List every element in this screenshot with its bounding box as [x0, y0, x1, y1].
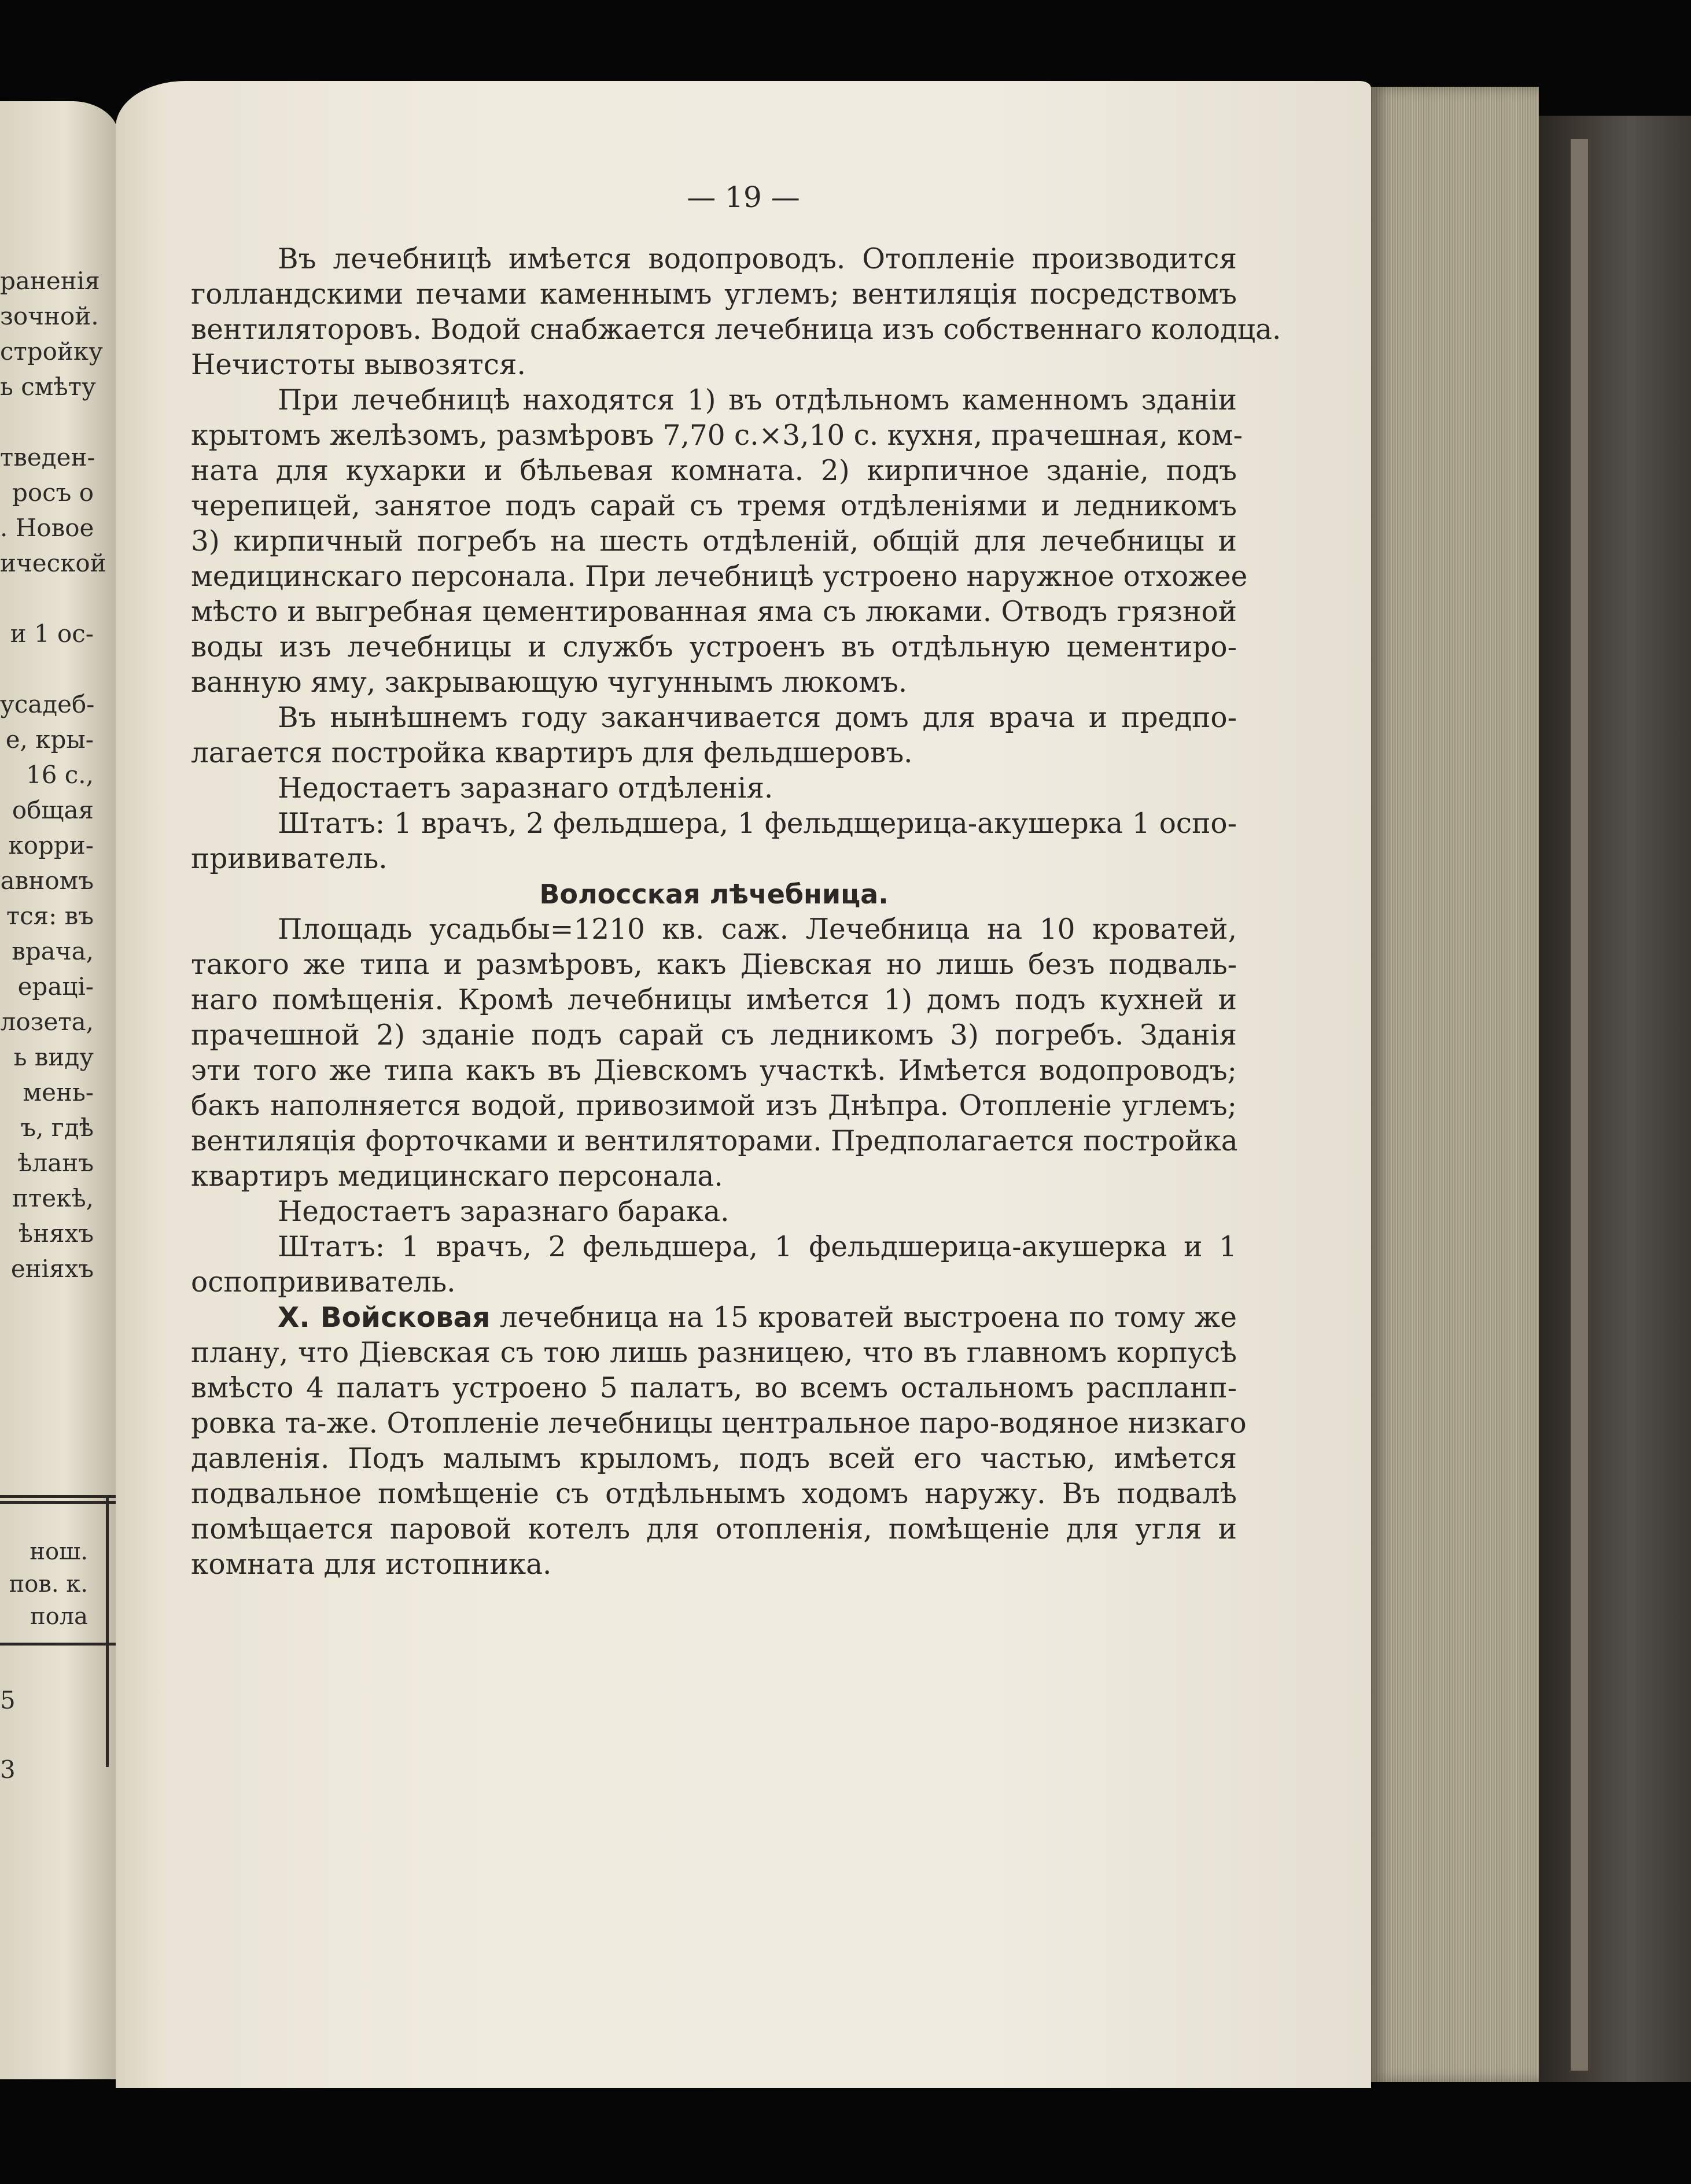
left-table-header — [0, 1536, 104, 1633]
text-line: медицинскаго персонала. При лечебницѣ устроено наружное отхожее — [191, 560, 1248, 593]
left-line: . Новое — [0, 514, 94, 542]
left-line: ѣняхъ — [18, 1219, 94, 1248]
left-line: еніяхъ — [10, 1255, 94, 1283]
text-line: воды изъ лечебницы и службъ устроенъ въ отдѣльную цементиро- — [191, 631, 1237, 663]
text-line: вмѣсто 4 палатъ устроено 5 палатъ, во всемъ остальномъ распланп- — [191, 1372, 1237, 1404]
text-span: лечебница на 15 кроватей выстроена по тому же — [490, 1301, 1237, 1334]
left-page-text — [0, 263, 116, 1286]
book-cover — [1539, 116, 1691, 2082]
text-line: прививатель. — [191, 843, 388, 875]
left-line: ической — [0, 549, 106, 577]
text-line: прачешной 2) зданіе подъ сарай съ ледникомъ 3) погребъ. Зданія — [191, 1019, 1237, 1052]
text-line: Нечистоты вывозятся. — [191, 349, 526, 381]
text-line: наго помѣщенія. Кромѣ лечебницы имѣется 1) домъ подъ кухней и — [191, 984, 1237, 1016]
text-line: оспопрививатель. — [191, 1266, 456, 1298]
text-line: Штатъ: 1 врачъ, 2 фельдшера, 1 фельдщерица-акушерка 1 оспо- — [278, 807, 1237, 840]
text-line: помѣщается паровой котелъ для отопленія, помѣщеніе для угля и — [191, 1513, 1237, 1545]
left-line: ѣланъ — [17, 1149, 94, 1177]
left-table-divider — [106, 1495, 109, 1767]
cover-edge — [1571, 139, 1588, 2071]
left-line: стройку — [0, 337, 103, 366]
left-line: и 1 ос- — [10, 619, 94, 648]
left-line: общая — [12, 796, 94, 824]
left-table-cell: нош. — [30, 1539, 88, 1565]
left-page — [0, 101, 119, 2079]
text-line: ровка та-же. Отопленіе лечебницы центральное паро-водяное низкаго — [191, 1407, 1247, 1440]
left-line: авномъ — [0, 866, 94, 895]
left-table-cell: пов. к. — [9, 1571, 88, 1598]
left-line: усадеб- — [0, 690, 95, 718]
left-line — [0, 581, 116, 616]
left-line: ераці- — [17, 972, 94, 1001]
text-line: Въ лечебницѣ имѣется водопроводъ. Отопленіе производится — [278, 243, 1237, 275]
left-table-number: 3 — [0, 1755, 16, 1784]
text-line: плану, что Діевская съ тою лишь разницею, что въ главномъ корпусѣ — [191, 1337, 1237, 1369]
left-line: лозета, — [0, 1008, 94, 1036]
text-line: 3) кирпичный погребъ на шесть отдѣленій, общій для лечебницы и — [191, 525, 1237, 558]
left-line — [0, 404, 116, 440]
text-line: ванную яму, закрывающую чугуннымъ люкомъ. — [191, 666, 908, 699]
left-line: тведен- — [0, 443, 95, 471]
text-line: бакъ наполняется водой, привозимой изъ Днѣпра. Отопленіе углемъ; — [191, 1090, 1237, 1122]
left-line: 16 с., — [25, 761, 94, 789]
text-line: квартиръ медицинскаго персонала. — [191, 1160, 723, 1193]
left-line: врача, — [12, 937, 94, 965]
left-line: зочной. — [0, 302, 99, 330]
text-line: эти того же типа какъ въ Діевскомъ участкѣ. Имѣется водопроводъ; — [191, 1054, 1237, 1087]
left-line: корри- — [8, 831, 94, 859]
left-table-number: 5 — [0, 1686, 16, 1714]
text-line: Недостаетъ заразнаго барака. — [278, 1196, 730, 1228]
left-line: птекѣ, — [12, 1184, 94, 1212]
left-line: е, кры- — [5, 725, 94, 754]
left-table-rule — [0, 1643, 119, 1646]
text-line: вентиляція форточками и вентиляторами. Предполагается постройка — [191, 1125, 1238, 1157]
left-line: раненія — [0, 267, 100, 295]
text-line: Недостаетъ заразнаго отдѣленія. — [278, 772, 773, 805]
left-line: ь виду — [13, 1043, 94, 1071]
text-line: черепицей, занятое подъ сарай съ тремя отдѣленіями и ледникомъ — [191, 490, 1237, 522]
page-edges — [1371, 87, 1539, 2082]
section-title-text: Волосская лѣчебница. — [539, 879, 889, 910]
text-line: давленія. Подъ малымъ крыломъ, подъ всей его частью, имѣется — [191, 1443, 1237, 1475]
text-line: вентиляторовъ. Водой снабжается лечебница изъ собственнаго колодца. — [191, 313, 1281, 346]
text-line: голландскими печами каменнымъ углемъ; вентиляція посредствомъ — [191, 278, 1237, 311]
left-table-rule — [0, 1501, 119, 1504]
text-line: ната для кухарки и бѣльевая комната. 2) кирпичное зданіе, подъ — [191, 455, 1237, 487]
text-line: При лечебницѣ находятся 1) въ отдѣльномъ каменномъ зданіи — [278, 384, 1237, 416]
text-line — [191, 1300, 1237, 1336]
text-line: такого же типа и размѣровъ, какъ Діевская но лишь безъ подваль- — [191, 949, 1237, 981]
text-line: крытомъ желѣзомъ, размѣровъ 7,70 с.×3,10 с. кухня, прачешная, ком- — [191, 419, 1243, 452]
page-number: — 19 — — [687, 180, 800, 214]
runin-heading: X. Войсковая — [278, 1301, 491, 1334]
text-line: лагается постройка квартиръ для фельдшеровъ. — [191, 737, 913, 769]
page-body — [191, 242, 1281, 1582]
left-line: мень- — [23, 1078, 94, 1106]
left-line: ъ, гдѣ — [20, 1113, 94, 1142]
left-line — [0, 651, 116, 687]
text-line: подвальное помѣщеніе съ отдѣльнымъ ходомъ наружу. Въ подвалѣ — [191, 1478, 1237, 1510]
left-line: тся: въ — [6, 902, 94, 930]
section-title — [191, 877, 1237, 912]
left-line: росъ о — [12, 478, 94, 507]
text-line: Штатъ: 1 врачъ, 2 фельдшера, 1 фельдшерица-акушерка и 1 — [278, 1231, 1237, 1263]
left-line: ь смѣту — [0, 372, 96, 401]
left-table-cell: пола — [30, 1603, 88, 1630]
text-line: Площадь усадьбы=1210 кв. саж. Лечебница на 10 кроватей, — [278, 913, 1237, 946]
text-line: мѣсто и выгребная цементированная яма съ люками. Отводъ грязной — [191, 596, 1237, 628]
text-line: Въ нынѣшнемъ году заканчивается домъ для врача и предпо- — [278, 702, 1237, 734]
left-table-rule — [0, 1495, 119, 1498]
text-line: комната для истопника. — [191, 1548, 552, 1581]
